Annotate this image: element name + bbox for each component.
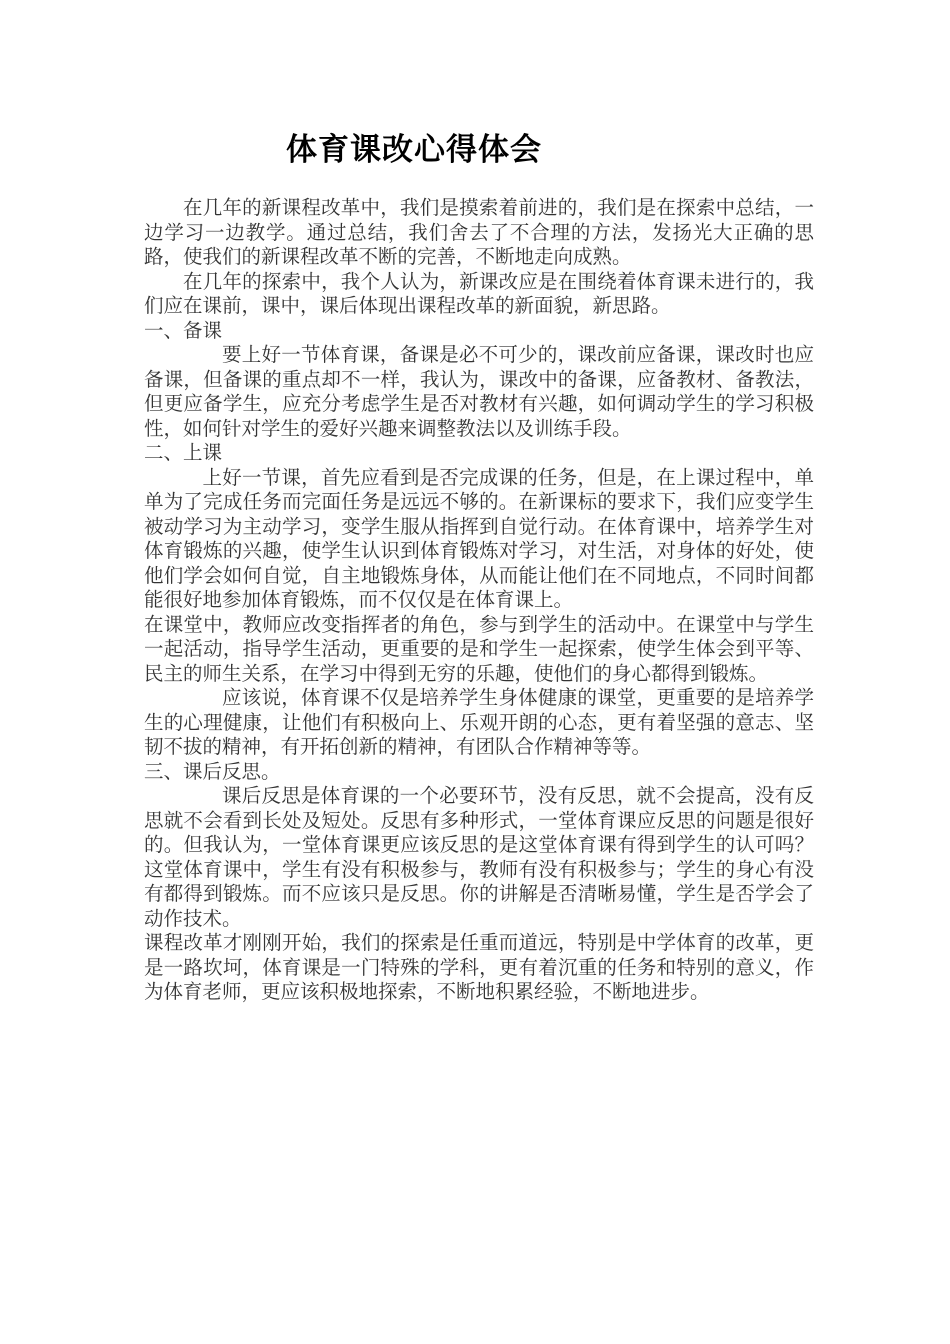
- section-heading-reflection: 三、课后反思。: [144, 759, 281, 783]
- paragraph-mental-health: 应该说，体育课不仅是培养学生身体健康的课堂，更重要的是培养学生的心理健康，让他们有积极向上、乐观开朗的心态，更有着坚强的意志、坚韧不拔的精神，有开拓创新的精神，有团队合作精神等等。: [144, 686, 814, 758]
- paragraph-classroom-role: 在课堂中，教师应改变指挥者的角色，参与到学生的活动中。在课堂中与学生一起活动，指导学生活动，更重要的是和学生一起探索，使学生体会到平等、民主的师生关系，在学习中得到无穷的乐趣，使他们的身心都得到锻炼。: [144, 612, 814, 685]
- paragraph-reflection: 课后反思是体育课的一个必要环节，没有反思，就不会提高，没有反思就不会看到长处及短处。反思有多种形式，一堂体育课应反思的问题是很好的。但我认为，一堂体育课更应该反思的是这堂体育课有得到学生的认可吗？这堂体育课中，学生有没有积极参与，教师有没有积极参与；学生的身心有没有都得到锻炼。而不应该只是反思。你的讲解是否清晰易懂，学生是否学会了动作技术。: [144, 784, 814, 930]
- paragraph-conclusion: 课程改革才刚刚开始，我们的探索是任重而道远，特别是中学体育的改革，更是一路坎坷，体育课是一门特殊的学科，更有着沉重的任务和特别的意义，作为体育老师，更应该积极地探索，不断地积累经验，不断地进步。: [144, 931, 814, 1003]
- paragraph-overview: 在几年的探索中，我个人认为，新课改应是在围绕着体育课未进行的，我们应在课前，课中，课后体现出课程改革的新面貌，新思路。: [144, 269, 814, 317]
- document-body: [144, 196, 814, 1005]
- paragraph-teaching: 上好一节课，首先应看到是否完成课的任务，但是，在上课过程中，单单为了完成任务而完面任务是远远不够的。在新课标的要求下，我们应变学生被动学习为主动学习，变学生服从指挥到自觉行动。在体育课中，培养学生对体育锻炼的兴趣，使学生认识到体育锻炼对学习，对生活，对身体的好处，使他们学会如何自觉，自主地锻炼身体，从而能让他们在不同地点，不同时间都能很好地参加体育锻炼，而不仅仅是在体育课上。: [144, 465, 814, 611]
- section-heading-teaching: 二、上课: [144, 441, 223, 464]
- section-heading-preparation: 一、备课: [144, 318, 223, 342]
- paragraph-intro: 在几年的新课程改革中，我们是摸索着前进的，我们是在探索中总结，一边学习一边教学。通过总结，我们舍去了不合理的方法，发扬光大正确的思路，使我们的新课程改革不断的完善，不断地走向成熟。: [144, 196, 814, 268]
- document-title: 体育课改心得体会: [286, 132, 542, 168]
- paragraph-preparation: 要上好一节体育课，备课是必不可少的，课改前应备课，课改时也应备课，但备课的重点却不一样，我认为，课改中的备课，应备教材、备教法，但更应备学生，应充分考虑学生是否对教材有兴趣，如何调动学生的学习积极性，如何针对学生的爱好兴趣来调整教法以及训练手段。: [144, 343, 814, 440]
